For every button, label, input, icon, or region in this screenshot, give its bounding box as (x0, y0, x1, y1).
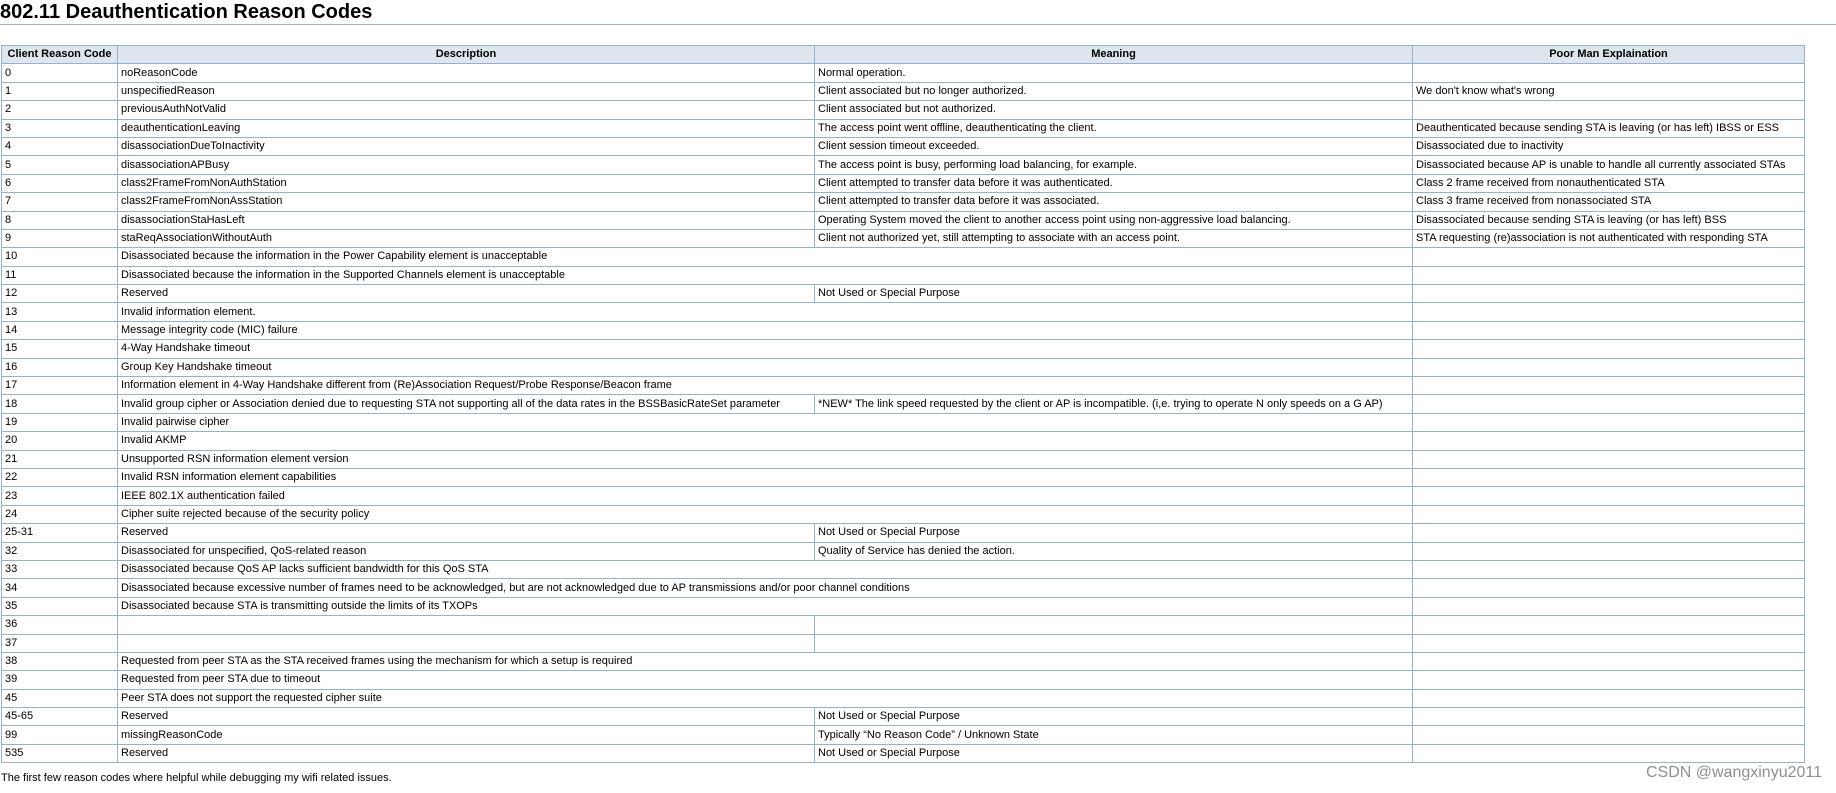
cell-explanation (1413, 726, 1805, 744)
table-row (2, 524, 1805, 542)
table-row (2, 689, 1805, 707)
cell-code: 33 (2, 560, 118, 578)
cell-description: Invalid information element. (118, 303, 1413, 321)
column-header-meaning: Meaning (815, 46, 1413, 64)
table-row (2, 137, 1805, 155)
cell-description: Disassociated because the information in the Power Capability element is unacceptable (118, 248, 1413, 266)
table-row (2, 266, 1805, 284)
cell-code: 7 (2, 193, 118, 211)
table-row (2, 671, 1805, 689)
cell-code: 0 (2, 64, 118, 82)
cell-meaning: Client session timeout exceeded. (815, 137, 1413, 155)
column-header-description: Description (118, 46, 815, 64)
cell-meaning: Not Used or Special Purpose (815, 708, 1413, 726)
cell-code: 39 (2, 671, 118, 689)
cell-explanation (1413, 101, 1805, 119)
cell-description: class2FrameFromNonAuthStation (118, 174, 815, 192)
cell-meaning: Quality of Service has denied the action. (815, 542, 1413, 560)
cell-code: 32 (2, 542, 118, 560)
footnote: The first few reason codes where helpful while debugging my wifi related issues. (1, 772, 392, 784)
cell-explanation (1413, 321, 1805, 339)
cell-explanation (1413, 634, 1805, 652)
cell-description: disassociationAPBusy (118, 156, 815, 174)
cell-description: Cipher suite rejected because of the security policy (118, 505, 1413, 523)
cell-code: 6 (2, 174, 118, 192)
cell-explanation: We don't know what's wrong (1413, 82, 1805, 100)
column-header-code: Client Reason Code (2, 46, 118, 64)
cell-explanation (1413, 671, 1805, 689)
cell-description: class2FrameFromNonAssStation (118, 193, 815, 211)
cell-explanation (1413, 579, 1805, 597)
table-row (2, 285, 1805, 303)
table-row (2, 652, 1805, 670)
cell-explanation (1413, 616, 1805, 634)
cell-code: 12 (2, 285, 118, 303)
table-body (2, 64, 1805, 763)
cell-meaning: Client associated but not authorized. (815, 101, 1413, 119)
cell-code: 36 (2, 616, 118, 634)
table-row (2, 487, 1805, 505)
reason-codes-table (1, 45, 1805, 763)
cell-explanation (1413, 524, 1805, 542)
cell-description: Invalid pairwise cipher (118, 413, 1413, 431)
cell-code: 15 (2, 340, 118, 358)
cell-code: 3 (2, 119, 118, 137)
cell-description: Invalid group cipher or Association denied due to requesting STA not supporting all of the data rates in the BSSBasicRateSet parameter (118, 395, 815, 413)
cell-explanation (1413, 432, 1805, 450)
column-header-explanation: Poor Man Explaination (1413, 46, 1805, 64)
cell-code: 38 (2, 652, 118, 670)
cell-description: Peer STA does not support the requested cipher suite (118, 689, 1413, 707)
cell-description (118, 616, 815, 634)
table-row (2, 303, 1805, 321)
cell-meaning (815, 634, 1413, 652)
cell-meaning: Not Used or Special Purpose (815, 744, 1413, 762)
cell-code: 2 (2, 101, 118, 119)
cell-explanation (1413, 413, 1805, 431)
cell-meaning: Client attempted to transfer data before it was associated. (815, 193, 1413, 211)
cell-description: Requested from peer STA as the STA received frames using the mechanism for which a setup is required (118, 652, 1413, 670)
cell-explanation (1413, 560, 1805, 578)
cell-code: 10 (2, 248, 118, 266)
cell-code: 11 (2, 266, 118, 284)
cell-code: 45 (2, 689, 118, 707)
cell-description: staReqAssociationWithoutAuth (118, 229, 815, 247)
table-row (2, 505, 1805, 523)
cell-explanation: Class 3 frame received from nonassociated STA (1413, 193, 1805, 211)
cell-explanation (1413, 395, 1805, 413)
cell-meaning (815, 616, 1413, 634)
cell-explanation: Disassociated due to inactivity (1413, 137, 1805, 155)
cell-code: 8 (2, 211, 118, 229)
cell-description: deauthenticationLeaving (118, 119, 815, 137)
cell-meaning: Client associated but no longer authorized. (815, 82, 1413, 100)
cell-description: 4-Way Handshake timeout (118, 340, 1413, 358)
cell-code: 14 (2, 321, 118, 339)
table-row (2, 82, 1805, 100)
page-title: 802.11 Deauthentication Reason Codes (0, 1, 373, 23)
table-row (2, 358, 1805, 376)
title-divider (0, 24, 1836, 25)
cell-code: 34 (2, 579, 118, 597)
table-row (2, 156, 1805, 174)
cell-explanation (1413, 708, 1805, 726)
cell-meaning: Not Used or Special Purpose (815, 285, 1413, 303)
cell-code: 5 (2, 156, 118, 174)
cell-explanation (1413, 744, 1805, 762)
cell-explanation (1413, 64, 1805, 82)
cell-explanation (1413, 303, 1805, 321)
table-row (2, 174, 1805, 192)
cell-code: 1 (2, 82, 118, 100)
cell-description: Disassociated because STA is transmitting outside the limits of its TXOPs (118, 597, 1413, 615)
table-row (2, 64, 1805, 82)
cell-description: disassociationStaHasLeft (118, 211, 815, 229)
cell-description: Group Key Handshake timeout (118, 358, 1413, 376)
cell-code: 13 (2, 303, 118, 321)
cell-explanation (1413, 266, 1805, 284)
cell-code: 535 (2, 744, 118, 762)
cell-description: noReasonCode (118, 64, 815, 82)
cell-description: missingReasonCode (118, 726, 815, 744)
cell-description: disassociationDueToInactivity (118, 137, 815, 155)
cell-code: 20 (2, 432, 118, 450)
cell-code: 19 (2, 413, 118, 431)
cell-explanation: STA requesting (re)association is not authenticated with responding STA (1413, 229, 1805, 247)
cell-code: 4 (2, 137, 118, 155)
cell-code: 37 (2, 634, 118, 652)
cell-description: Disassociated because the information in the Supported Channels element is unacceptable (118, 266, 1413, 284)
cell-description: Disassociated for unspecified, QoS-related reason (118, 542, 815, 560)
cell-explanation (1413, 358, 1805, 376)
cell-description: Disassociated because excessive number of frames need to be acknowledged, but are not acknowledged due to AP transmissions and/or poor channel conditions (118, 579, 1413, 597)
cell-code: 17 (2, 377, 118, 395)
cell-description: Message integrity code (MIC) failure (118, 321, 1413, 339)
cell-description (118, 634, 815, 652)
cell-description: Reserved (118, 708, 815, 726)
cell-meaning: Not Used or Special Purpose (815, 524, 1413, 542)
cell-description: Invalid AKMP (118, 432, 1413, 450)
table-row (2, 119, 1805, 137)
table-row (2, 726, 1805, 744)
table-row (2, 616, 1805, 634)
table-row (2, 560, 1805, 578)
cell-explanation (1413, 468, 1805, 486)
cell-explanation (1413, 340, 1805, 358)
watermark: CSDN @wangxinyu2011 (1645, 764, 1822, 781)
cell-explanation (1413, 248, 1805, 266)
cell-explanation (1413, 450, 1805, 468)
cell-description: Reserved (118, 285, 815, 303)
cell-explanation (1413, 542, 1805, 560)
cell-code: 23 (2, 487, 118, 505)
cell-description: previousAuthNotValid (118, 101, 815, 119)
cell-code: 16 (2, 358, 118, 376)
cell-meaning: Typically “No Reason Code” / Unknown State (815, 726, 1413, 744)
cell-explanation: Disassociated because AP is unable to handle all currently associated STAs (1413, 156, 1805, 174)
cell-meaning: The access point is busy, performing load balancing, for example. (815, 156, 1413, 174)
cell-code: 21 (2, 450, 118, 468)
cell-meaning: Normal operation. (815, 64, 1413, 82)
table-row (2, 211, 1805, 229)
cell-description: Invalid RSN information element capabilities (118, 468, 1413, 486)
table-row (2, 634, 1805, 652)
table-row (2, 468, 1805, 486)
cell-code: 22 (2, 468, 118, 486)
table-row (2, 193, 1805, 211)
cell-explanation (1413, 487, 1805, 505)
table-row (2, 101, 1805, 119)
table-row (2, 229, 1805, 247)
cell-description: Reserved (118, 524, 815, 542)
table-row (2, 708, 1805, 726)
cell-explanation (1413, 505, 1805, 523)
cell-meaning: The access point went offline, deauthenticating the client. (815, 119, 1413, 137)
cell-description: unspecifiedReason (118, 82, 815, 100)
table-row (2, 395, 1805, 413)
cell-code: 18 (2, 395, 118, 413)
cell-meaning: *NEW* The link speed requested by the client or AP is incompatible. (i,e. trying to operate N only speeds on a G AP) (815, 395, 1413, 413)
cell-code: 45-65 (2, 708, 118, 726)
cell-meaning: Operating System moved the client to another access point using non-aggressive load balancing. (815, 211, 1413, 229)
table-row (2, 248, 1805, 266)
cell-code: 35 (2, 597, 118, 615)
table-row (2, 542, 1805, 560)
cell-explanation (1413, 285, 1805, 303)
table-row (2, 744, 1805, 762)
cell-description: Unsupported RSN information element version (118, 450, 1413, 468)
cell-explanation (1413, 652, 1805, 670)
table-row (2, 321, 1805, 339)
cell-explanation: Class 2 frame received from nonauthenticated STA (1413, 174, 1805, 192)
table-row (2, 340, 1805, 358)
cell-code: 9 (2, 229, 118, 247)
cell-meaning: Client attempted to transfer data before it was authenticated. (815, 174, 1413, 192)
cell-description: Requested from peer STA due to timeout (118, 671, 1413, 689)
cell-explanation: Deauthenticated because sending STA is leaving (or has left) IBSS or ESS (1413, 119, 1805, 137)
cell-code: 24 (2, 505, 118, 523)
table-row (2, 450, 1805, 468)
cell-code: 25-31 (2, 524, 118, 542)
table-header-row (2, 46, 1805, 64)
table-row (2, 413, 1805, 431)
cell-description: Information element in 4-Way Handshake different from (Re)Association Request/Probe Response/Beacon frame (118, 377, 1413, 395)
table-row (2, 597, 1805, 615)
cell-description: Reserved (118, 744, 815, 762)
table-row (2, 377, 1805, 395)
table-row (2, 579, 1805, 597)
cell-explanation (1413, 597, 1805, 615)
table-row (2, 432, 1805, 450)
cell-explanation: Disassociated because sending STA is leaving (or has left) BSS (1413, 211, 1805, 229)
cell-description: Disassociated because QoS AP lacks sufficient bandwidth for this QoS STA (118, 560, 1413, 578)
cell-explanation (1413, 689, 1805, 707)
cell-explanation (1413, 377, 1805, 395)
cell-meaning: Client not authorized yet, still attempting to associate with an access point. (815, 229, 1413, 247)
cell-code: 99 (2, 726, 118, 744)
cell-description: IEEE 802.1X authentication failed (118, 487, 1413, 505)
